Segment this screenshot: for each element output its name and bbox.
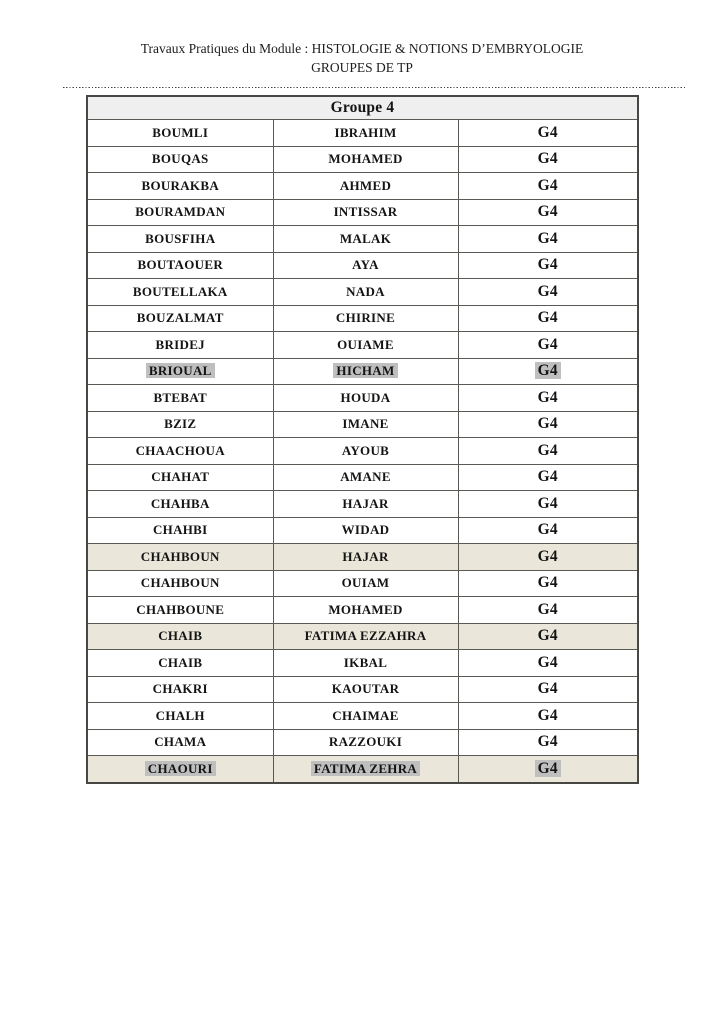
last-name-text: CHAOURI xyxy=(145,761,216,776)
last-name-text: CHALH xyxy=(155,707,205,723)
cell-first-name xyxy=(273,650,458,677)
group-label: G4 xyxy=(537,229,558,247)
group-label: G4 xyxy=(537,706,558,724)
cell-first-name xyxy=(273,756,458,783)
table-row xyxy=(87,650,638,677)
group-label: G4 xyxy=(537,335,558,353)
group-label: G4 xyxy=(537,627,558,645)
group-label: G4 xyxy=(537,547,558,565)
cell-last-name xyxy=(87,570,273,597)
cell-last-name xyxy=(87,623,273,650)
cell-first-name xyxy=(273,517,458,544)
table-row xyxy=(87,146,638,173)
cell-last-name xyxy=(87,199,273,226)
cell-last-name xyxy=(87,756,273,783)
cell-first-name xyxy=(273,252,458,279)
first-name-text: OUIAME xyxy=(337,336,394,352)
cell-group xyxy=(458,729,638,756)
group-label: G4 xyxy=(537,600,558,618)
cell-first-name xyxy=(273,729,458,756)
first-name-text: INTISSAR xyxy=(333,204,398,220)
table-row xyxy=(87,597,638,624)
table-row xyxy=(87,226,638,253)
cell-group xyxy=(458,120,638,147)
cell-last-name xyxy=(87,464,273,491)
cell-last-name xyxy=(87,517,273,544)
cell-first-name xyxy=(273,358,458,385)
cell-group xyxy=(458,332,638,359)
last-name-text: BOUZALMAT xyxy=(136,310,224,326)
last-name-text: CHAHBOUN xyxy=(140,575,220,591)
group-label: G4 xyxy=(537,388,558,406)
cell-last-name xyxy=(87,252,273,279)
table-row xyxy=(87,570,638,597)
first-name-text: AYA xyxy=(352,257,379,273)
cell-last-name xyxy=(87,332,273,359)
cell-group xyxy=(458,491,638,518)
group-label: G4 xyxy=(537,441,558,459)
cell-last-name xyxy=(87,358,273,385)
cell-group xyxy=(458,252,638,279)
table-row xyxy=(87,676,638,703)
cell-first-name xyxy=(273,623,458,650)
first-name-text: IMANE xyxy=(342,416,389,432)
group-label: G4 xyxy=(537,574,558,592)
cell-first-name xyxy=(273,305,458,332)
table-row xyxy=(87,491,638,518)
table-row xyxy=(87,411,638,438)
cell-group xyxy=(458,358,638,385)
cell-group xyxy=(458,173,638,200)
last-name-text: BOUQAS xyxy=(151,151,209,167)
first-name-text: CHIRINE xyxy=(335,310,396,326)
cell-group xyxy=(458,756,638,783)
group-label: G4 xyxy=(537,282,558,300)
cell-group xyxy=(458,146,638,173)
first-name-text: OUIAM xyxy=(341,575,390,591)
table-row xyxy=(87,332,638,359)
cell-last-name xyxy=(87,650,273,677)
cell-group xyxy=(458,597,638,624)
last-name-text: BTEBAT xyxy=(153,389,208,405)
cell-first-name xyxy=(273,570,458,597)
document-title xyxy=(0,40,724,78)
cell-first-name xyxy=(273,544,458,571)
group-label: G4 xyxy=(537,468,558,486)
first-name-text: HAJAR xyxy=(342,495,389,511)
group-label: G4 xyxy=(537,203,558,221)
first-name-text: MALAK xyxy=(339,230,392,246)
cell-last-name xyxy=(87,226,273,253)
first-name-text: WIDAD xyxy=(341,522,390,538)
last-name-text: CHAKRI xyxy=(152,681,208,697)
cell-first-name xyxy=(273,411,458,438)
first-name-text: RAZZOUKI xyxy=(328,734,403,750)
cell-first-name xyxy=(273,385,458,412)
cell-group xyxy=(458,411,638,438)
table-row xyxy=(87,464,638,491)
table-row xyxy=(87,385,638,412)
cell-group xyxy=(458,464,638,491)
cell-last-name xyxy=(87,120,273,147)
cell-last-name xyxy=(87,146,273,173)
title-line-2: GROUPES DE TP xyxy=(311,59,413,75)
cell-last-name xyxy=(87,438,273,465)
cell-group xyxy=(458,703,638,730)
first-name-text: AMANE xyxy=(340,469,391,485)
cell-first-name xyxy=(273,438,458,465)
table-header-row xyxy=(87,96,638,120)
cell-first-name xyxy=(273,279,458,306)
group-label: G4 xyxy=(537,733,558,751)
first-name-text: CHAIMAE xyxy=(332,707,399,723)
group-label: G4 xyxy=(535,760,561,777)
cell-last-name xyxy=(87,411,273,438)
table-row xyxy=(87,305,638,332)
group-header-cell: Groupe 4 xyxy=(87,96,638,120)
cell-group xyxy=(458,279,638,306)
table-row xyxy=(87,199,638,226)
first-name-text: IKBAL xyxy=(343,654,388,670)
group-table xyxy=(86,95,639,784)
table-row xyxy=(87,756,638,783)
dotted-divider xyxy=(63,87,685,89)
last-name-text: BOUTELLAKA xyxy=(132,283,228,299)
first-name-text: NADA xyxy=(346,283,385,299)
last-name-text: CHAHBOUN xyxy=(140,548,220,564)
table-body xyxy=(87,120,638,783)
table-row xyxy=(87,623,638,650)
cell-last-name xyxy=(87,544,273,571)
table-row xyxy=(87,120,638,147)
first-name-text: HICHAM xyxy=(333,363,397,378)
first-name-text: MOHAMED xyxy=(328,151,403,167)
last-name-text: BOUSFIHA xyxy=(145,230,216,246)
cell-first-name xyxy=(273,120,458,147)
cell-group xyxy=(458,570,638,597)
cell-first-name xyxy=(273,597,458,624)
group-label: G4 xyxy=(537,150,558,168)
last-name-text: CHAACHOUA xyxy=(135,442,225,458)
cell-last-name xyxy=(87,597,273,624)
first-name-text: FATIMA ZEHRA xyxy=(311,761,420,776)
cell-last-name xyxy=(87,676,273,703)
cell-group xyxy=(458,517,638,544)
cell-group xyxy=(458,650,638,677)
cell-first-name xyxy=(273,703,458,730)
table-row xyxy=(87,517,638,544)
last-name-text: CHAHAT xyxy=(151,469,210,485)
table-row xyxy=(87,252,638,279)
cell-last-name xyxy=(87,703,273,730)
cell-first-name xyxy=(273,676,458,703)
cell-first-name xyxy=(273,146,458,173)
group-label: G4 xyxy=(537,521,558,539)
cell-last-name xyxy=(87,305,273,332)
cell-first-name xyxy=(273,332,458,359)
first-name-text: IBRAHIM xyxy=(334,124,397,140)
group-label: G4 xyxy=(535,362,561,379)
last-name-text: BRIOUAL xyxy=(146,363,215,378)
last-name-text: CHAIB xyxy=(158,628,203,644)
last-name-text: CHAHBOUNE xyxy=(136,601,225,617)
last-name-text: BOURAKBA xyxy=(141,177,220,193)
first-name-text: KAOUTAR xyxy=(331,681,400,697)
last-name-text: BRIDEJ xyxy=(155,336,205,352)
cell-group xyxy=(458,544,638,571)
first-name-text: HAJAR xyxy=(342,548,389,564)
last-name-text: BZIZ xyxy=(164,416,197,432)
cell-first-name xyxy=(273,491,458,518)
cell-first-name xyxy=(273,173,458,200)
group-label: G4 xyxy=(537,309,558,327)
cell-group xyxy=(458,438,638,465)
last-name-text: BOURAMDAN xyxy=(135,204,226,220)
last-name-text: BOUTAOUER xyxy=(137,257,224,273)
cell-last-name xyxy=(87,729,273,756)
cell-last-name xyxy=(87,173,273,200)
first-name-text: AYOUB xyxy=(341,442,390,458)
first-name-text: MOHAMED xyxy=(328,601,403,617)
title-line-1: Travaux Pratiques du Module : HISTOLOGIE & NOTIONS D’EMBRYOLOGIE xyxy=(140,41,584,56)
group-label: G4 xyxy=(537,680,558,698)
last-name-text: CHAHBA xyxy=(150,495,210,511)
group-label: G4 xyxy=(537,256,558,274)
table-row xyxy=(87,703,638,730)
cell-first-name xyxy=(273,464,458,491)
cell-group xyxy=(458,305,638,332)
group-label: G4 xyxy=(537,494,558,512)
cell-last-name xyxy=(87,385,273,412)
group-label: G4 xyxy=(537,415,558,433)
table-row xyxy=(87,358,638,385)
cell-first-name xyxy=(273,199,458,226)
first-name-text: HOUDA xyxy=(340,389,391,405)
group-label: G4 xyxy=(537,176,558,194)
cell-group xyxy=(458,226,638,253)
table-row xyxy=(87,173,638,200)
cell-first-name xyxy=(273,226,458,253)
cell-last-name xyxy=(87,491,273,518)
table-row xyxy=(87,729,638,756)
group-label: G4 xyxy=(537,653,558,671)
table-row xyxy=(87,544,638,571)
first-name-text: AHMED xyxy=(339,177,392,193)
cell-group xyxy=(458,385,638,412)
last-name-text: CHAMA xyxy=(154,734,207,750)
group-label: G4 xyxy=(537,123,558,141)
last-name-text: CHAIB xyxy=(158,654,203,670)
last-name-text: BOUMLI xyxy=(152,124,209,140)
cell-group xyxy=(458,623,638,650)
table-row xyxy=(87,438,638,465)
cell-last-name xyxy=(87,279,273,306)
table-row xyxy=(87,279,638,306)
last-name-text: CHAHBI xyxy=(152,522,208,538)
cell-group xyxy=(458,199,638,226)
cell-group xyxy=(458,676,638,703)
first-name-text: FATIMA EZZAHRA xyxy=(304,628,427,644)
